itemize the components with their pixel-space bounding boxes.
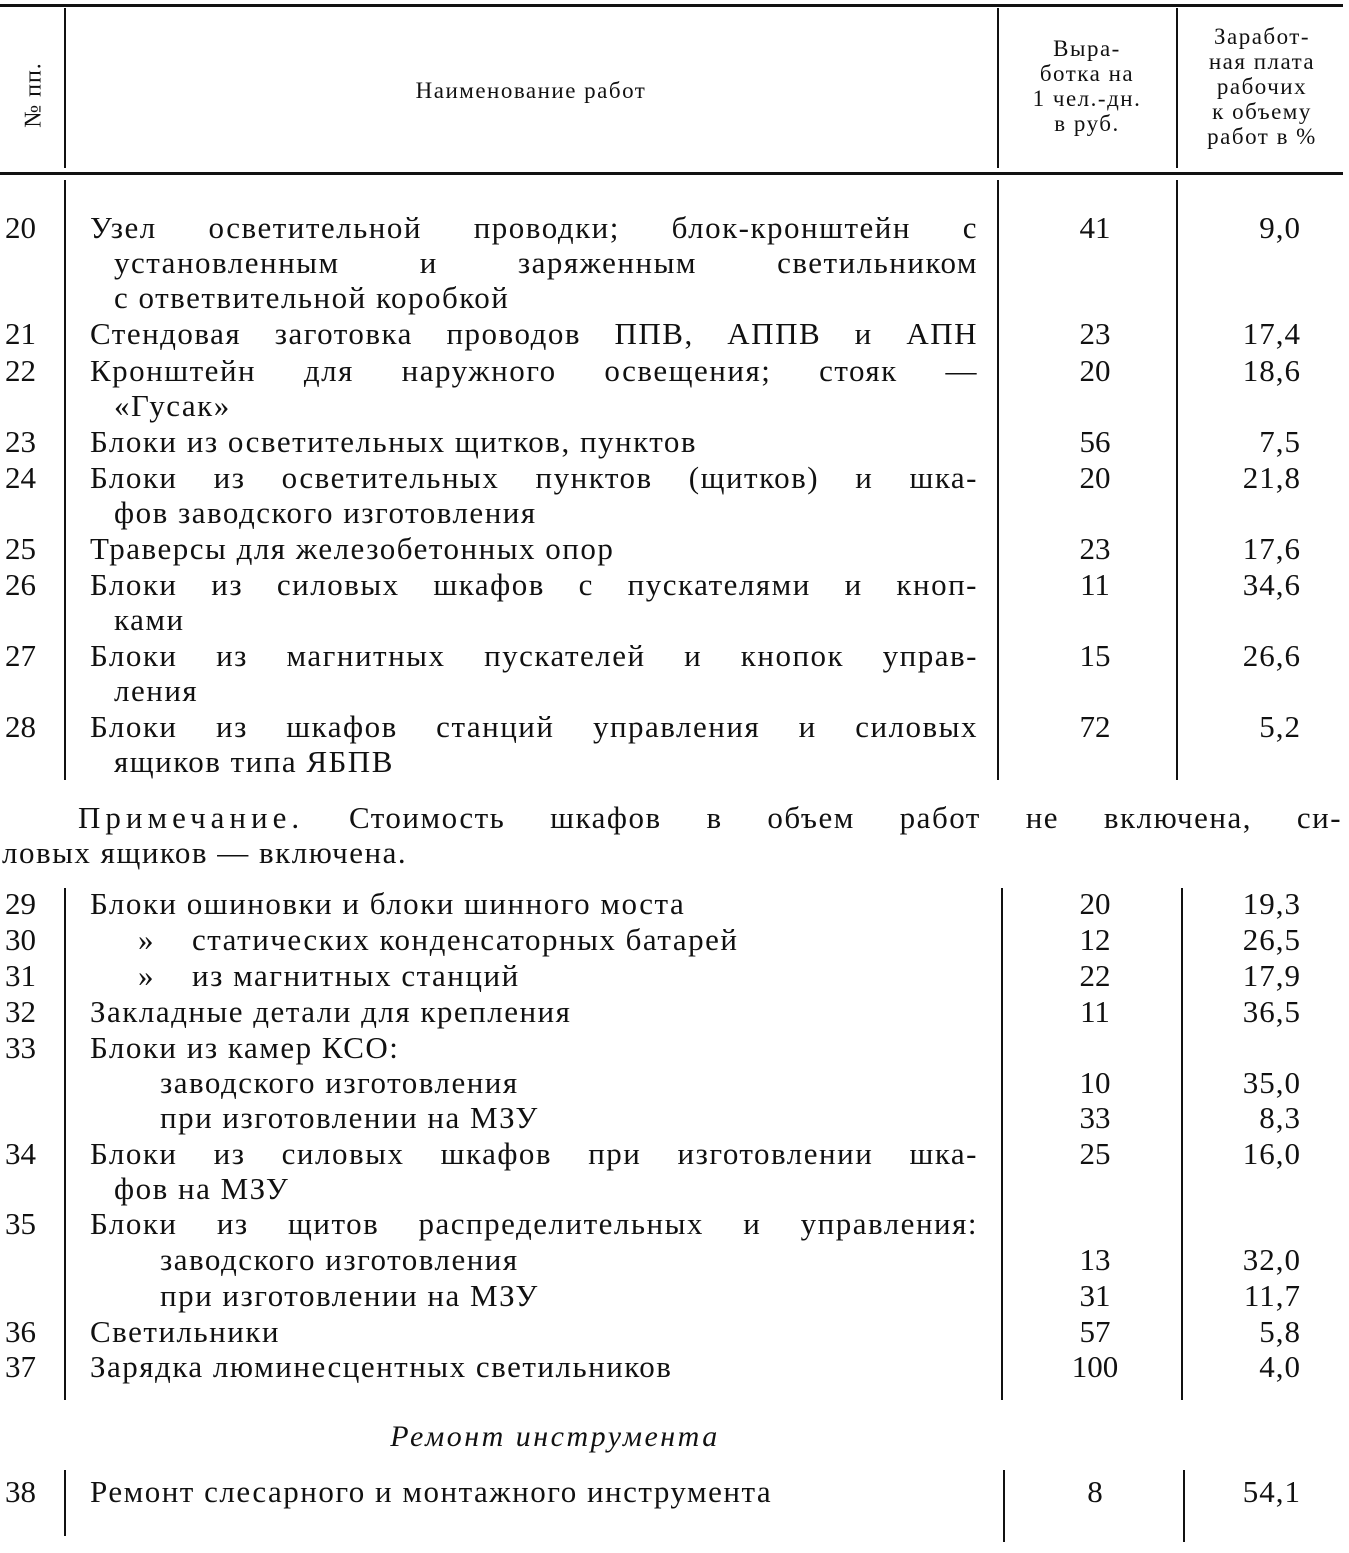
row-name-line: [90, 922, 978, 957]
row-number: 20: [5, 210, 36, 245]
row-output: 20: [1079, 460, 1111, 495]
row-name-line: ящиков типа ЯБПВ: [114, 744, 394, 779]
column-rule: [64, 888, 66, 1400]
header-output-line: в руб.: [1054, 111, 1120, 136]
row-output: 13: [1079, 1242, 1111, 1277]
row-name: [90, 922, 978, 957]
header-output: [999, 36, 1175, 136]
row-name: [90, 1278, 978, 1313]
row-name-line: Светильники: [90, 1314, 280, 1349]
header-wage-line: ная плата: [1208, 49, 1316, 74]
row-name-line: заводского изготовления: [160, 1242, 519, 1277]
row-output: 31: [1079, 1278, 1111, 1313]
row-number: 38: [5, 1474, 36, 1509]
row-name: [90, 1030, 978, 1065]
row-number: 22: [5, 353, 36, 388]
row-wage: 7,5: [1259, 424, 1301, 459]
row-name: [90, 1474, 978, 1509]
row-wage: 17,6: [1242, 531, 1301, 566]
row-name: [90, 1100, 978, 1135]
row-name-line: Траверсы для железобетонных опор: [90, 531, 615, 566]
header-wage-line: к объему: [1212, 99, 1312, 124]
row-output: 41: [1079, 210, 1111, 245]
header-output-line: ботка на: [1039, 61, 1135, 86]
header-number: № пп.: [20, 62, 47, 128]
row-wage: 18,6: [1242, 353, 1301, 388]
row-name-line: Блоки из камер КСО:: [90, 1030, 400, 1065]
note-line: ловых ящиков — включена.: [2, 835, 408, 870]
row-name: [90, 567, 978, 637]
row-name-line: Блоки ошиновки и блоки шинного моста: [90, 886, 686, 921]
row-number: 24: [5, 460, 36, 495]
row-number: 26: [5, 567, 36, 602]
row-wage: 26,6: [1242, 638, 1301, 673]
row-name: [90, 994, 978, 1029]
row-name-line: Блоки из осветительных щитков, пунктов: [90, 424, 698, 459]
row-name-line: заводского изготовления: [160, 1065, 519, 1100]
header-output-line: 1 чел.-дн.: [1032, 86, 1142, 111]
row-name-line: фов заводского изготовления: [114, 495, 537, 530]
row-wage: 26,5: [1242, 922, 1301, 957]
row-name-line: «Гусак»: [114, 388, 231, 423]
row-number: 35: [5, 1206, 36, 1241]
row-name-line: при изготовлении на МЗУ: [160, 1278, 539, 1313]
row-name: [90, 1206, 978, 1241]
row-name-line: Узел осветительной проводки; блок-кронштейн с: [90, 210, 978, 245]
row-wage: 4,0: [1259, 1349, 1301, 1384]
row-name: [90, 460, 978, 530]
row-name: [90, 1065, 978, 1100]
table-top-rule: [0, 4, 1343, 7]
row-output: 11: [1080, 994, 1110, 1029]
row-output: 15: [1079, 638, 1111, 673]
row-output: 23: [1079, 316, 1111, 351]
row-name-line: Блоки из силовых шкафов с пускателями и кноп-: [90, 567, 978, 602]
section-title: Ремонт инструмента: [390, 1420, 720, 1453]
ditto-mark: »: [138, 958, 155, 993]
row-wage: 5,8: [1259, 1314, 1301, 1349]
row-number: 32: [5, 994, 36, 1029]
row-wage: 11,7: [1243, 1278, 1301, 1313]
row-output: 100: [1071, 1349, 1119, 1384]
row-output: 10: [1079, 1065, 1111, 1100]
row-name: [90, 316, 978, 351]
row-output: 72: [1079, 709, 1111, 744]
row-name-line: Блоки из магнитных пускателей и кнопок управ-: [90, 638, 978, 673]
row-name: [90, 638, 978, 708]
row-output: 25: [1079, 1136, 1111, 1171]
row-output: 8: [1087, 1474, 1103, 1509]
row-name: [90, 1242, 978, 1277]
row-wage: 19,3: [1242, 886, 1301, 921]
row-number: 27: [5, 638, 36, 673]
row-name: [90, 886, 978, 921]
note-text: Стоимость шкафов в объем работ не включена, си-: [348, 800, 1343, 835]
row-output: 23: [1079, 531, 1111, 566]
note-label: Примечание.: [78, 800, 305, 835]
row-output: 11: [1080, 567, 1110, 602]
row-name-line: Блоки из шкафов станций управления и силовых: [90, 709, 978, 744]
header-wage-line: работ в %: [1207, 124, 1317, 149]
header-wage: [1178, 24, 1346, 149]
row-number: 33: [5, 1030, 36, 1065]
row-number: 36: [5, 1314, 36, 1349]
row-name-text: статических конденсаторных батарей: [192, 922, 739, 957]
header-output-line: Выра-: [1053, 36, 1121, 61]
row-wage: 21,8: [1242, 460, 1301, 495]
row-number: 21: [5, 316, 36, 351]
row-name-line: с ответвительной коробкой: [114, 280, 510, 315]
row-number: 29: [5, 886, 36, 921]
row-name-line: при изготовлении на МЗУ: [160, 1100, 539, 1135]
row-name-line: Блоки из силовых шкафов при изготовлении шка-: [90, 1136, 978, 1171]
row-name: [90, 531, 978, 566]
row-wage: 36,5: [1242, 994, 1301, 1029]
column-rule: [997, 180, 999, 780]
row-number: 25: [5, 531, 36, 566]
table-note: [2, 800, 1342, 870]
row-output: 20: [1079, 353, 1111, 388]
ditto-mark: »: [138, 922, 155, 957]
row-name-line: установленным и заряженным светильником: [114, 245, 978, 280]
row-output: 57: [1079, 1314, 1111, 1349]
row-wage: 17,4: [1242, 316, 1301, 351]
row-wage: 16,0: [1242, 1136, 1301, 1171]
row-output: 20: [1079, 886, 1111, 921]
row-number: 30: [5, 922, 36, 957]
row-name-line: [90, 958, 978, 993]
row-name-line: Ремонт слесарного и монтажного инструмента: [90, 1474, 773, 1509]
row-name-line: Стендовая заготовка проводов ППВ, АППВ и АПН: [90, 316, 978, 351]
row-wage: 17,9: [1242, 958, 1301, 993]
row-wage: 34,6: [1242, 567, 1301, 602]
column-rule: [64, 180, 66, 780]
row-name: [90, 210, 978, 315]
row-number: 37: [5, 1349, 36, 1384]
row-name: [90, 709, 978, 779]
row-number: 31: [5, 958, 36, 993]
row-wage: 54,1: [1242, 1474, 1301, 1509]
row-wage: 35,0: [1242, 1065, 1301, 1100]
row-wage: 5,2: [1259, 709, 1301, 744]
row-name-line: Закладные детали для крепления: [90, 994, 572, 1029]
row-number: 28: [5, 709, 36, 744]
row-output: 33: [1079, 1100, 1111, 1135]
header-bottom-rule: [0, 172, 1343, 175]
row-output: 22: [1079, 958, 1111, 993]
row-wage: 32,0: [1242, 1242, 1301, 1277]
row-name: [90, 353, 978, 423]
row-wage: 8,3: [1259, 1100, 1301, 1135]
row-name: [90, 1314, 978, 1349]
note-line: [2, 800, 1342, 835]
row-wage: 9,0: [1259, 210, 1301, 245]
row-name: [90, 424, 978, 459]
row-output: 56: [1079, 424, 1111, 459]
header-name: Наименование работ: [415, 78, 647, 103]
row-name: [90, 958, 978, 993]
row-name-line: Блоки из щитов распределительных и управления:: [90, 1206, 978, 1241]
row-name-line: фов на МЗУ: [114, 1171, 290, 1206]
row-name-line: Кронштейн для наружного освещения; стояк —: [90, 353, 978, 388]
row-name-line: Блоки из осветительных пунктов (щитков) и шка-: [90, 460, 978, 495]
row-number: 34: [5, 1136, 36, 1171]
row-number: 23: [5, 424, 36, 459]
row-name-text: из магнитных станций: [192, 958, 520, 993]
row-name-line: ления: [114, 673, 199, 708]
row-name: [90, 1349, 978, 1384]
header-wage-line: рабочих: [1216, 74, 1308, 99]
row-output: 12: [1079, 922, 1111, 957]
header-wage-line: Заработ-: [1213, 24, 1311, 49]
row-name-line: ками: [114, 602, 185, 637]
row-name-line: Зарядка люминесцентных светильников: [90, 1349, 673, 1384]
column-rule: [64, 1470, 66, 1536]
row-name: [90, 1136, 978, 1206]
